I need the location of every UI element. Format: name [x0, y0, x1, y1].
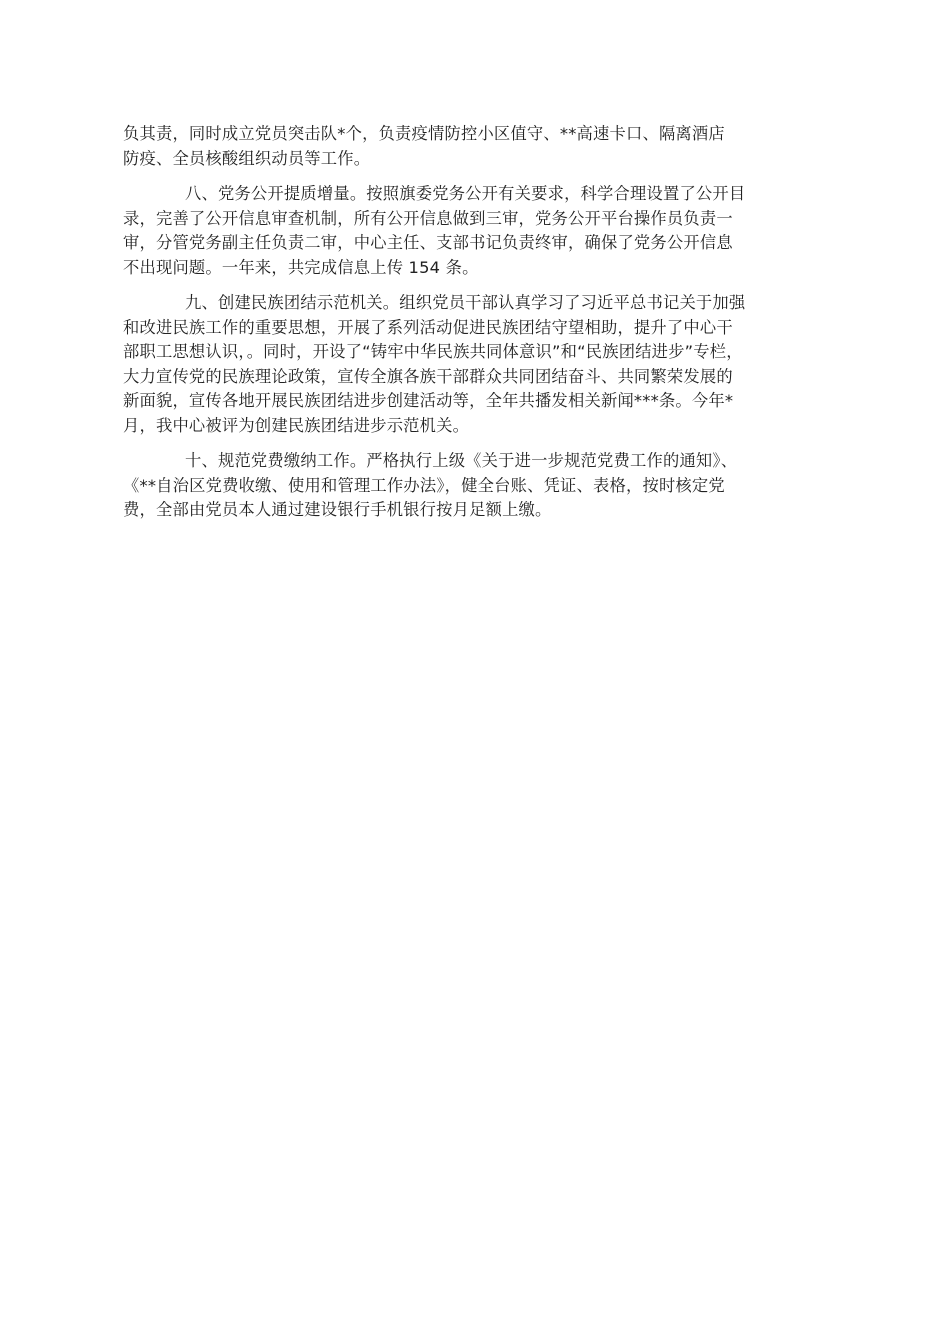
paragraph-section-8 — [123, 182, 843, 280]
paragraph-section-10 — [123, 449, 843, 523]
text-line: 八、党务公开提质增量。按照旗委党务公开有关要求，科学合理设置了公开目 — [185, 184, 746, 203]
text-line: 防疫、全员核酸组织动员等工作。 — [123, 148, 371, 168]
text-line: 录，完善了公开信息审查机制，所有公开信息做到三审，党务公开平台操作员负责一 — [123, 208, 733, 228]
text-line: 和改进民族工作的重要思想，开展了系列活动促进民族团结守望相助，提升了中心干 — [123, 317, 733, 337]
text-line: 新面貌，宣传各地开展民族团结进步创建活动等，全年共播发相关新闻***条。今年* — [123, 391, 734, 410]
text-line: 十、规范党费缴纳工作。严格执行上级《关于进一步规范党费工作的通知》、 — [185, 451, 738, 470]
text-line: 不出现问题。一年来，共完成信息上传 154 条。 — [123, 257, 479, 277]
document-body — [123, 122, 843, 534]
text-line: 部职工思想认识，。同时，开设了“铸牢中华民族共同体意识”和“民族团结进步”专栏， — [123, 342, 743, 361]
paragraph-section-9 — [123, 291, 843, 438]
text-line: 大力宣传党的民族理论政策，宣传全旗各族干部群众共同团结奋斗、共同繁荣发展的 — [123, 366, 733, 386]
paragraph-continuation — [123, 122, 843, 171]
text-line: 月，我中心被评为创建民族团结进步示范机关。 — [123, 415, 470, 435]
text-line: 《**自治区党费收缴、使用和管理工作办法》，健全台账、凭证、表格，按时核定党 — [123, 475, 725, 495]
text-line: 负其责，同时成立党员突击队*个，负责疫情防控小区值守、**高速卡口、隔离酒店 — [123, 124, 725, 143]
text-line: 九、创建民族团结示范机关。组织党员干部认真学习了习近平总书记关于加强 — [185, 293, 746, 312]
text-line: 审，分管党务副主任负责二审，中心主任、支部书记负责终审，确保了党务公开信息 — [123, 233, 733, 252]
text-line: 费，全部由党员本人通过建设银行手机银行按月足额上缴。 — [123, 500, 552, 519]
